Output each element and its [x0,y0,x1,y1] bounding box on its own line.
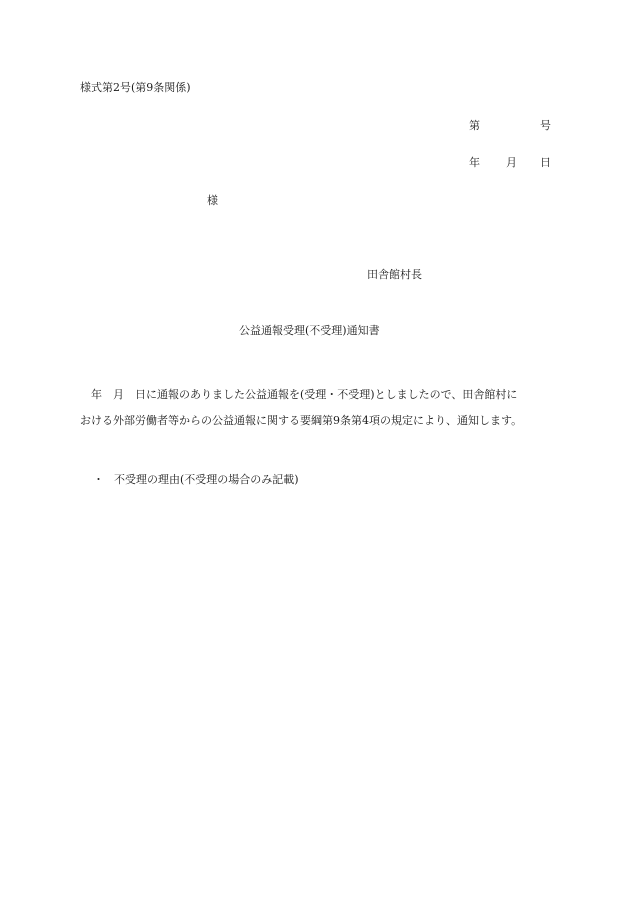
document-title: 公益通報受理(不受理)通知書 [239,324,380,337]
date-year: 年 [469,156,480,169]
rejection-reason-item [93,474,299,485]
recipient-honorific: 様 [207,194,218,207]
document-number-prefix: 第 [469,119,480,132]
date-day: 日 [540,156,551,169]
document-number-suffix: 号 [540,119,551,132]
notice-body-line-2: おける外部労働者等からの公益通報に関する要綱第9条第4項の規定により、通知します。 [80,414,523,427]
sender-name: 田舎館村長 [367,268,422,281]
form-number-label: 様式第2号(第9条関係) [80,81,191,94]
rejection-reason-label: 不受理の理由(不受理の場合のみ記載) [114,473,299,486]
notice-body [80,382,554,434]
notice-body-line-1: 年 月 日に通報のありました公益通報を(受理・不受理)としましたので、田舎館村に [91,388,518,401]
date-month: 月 [506,156,517,169]
bullet-mark: ・ [93,473,104,486]
